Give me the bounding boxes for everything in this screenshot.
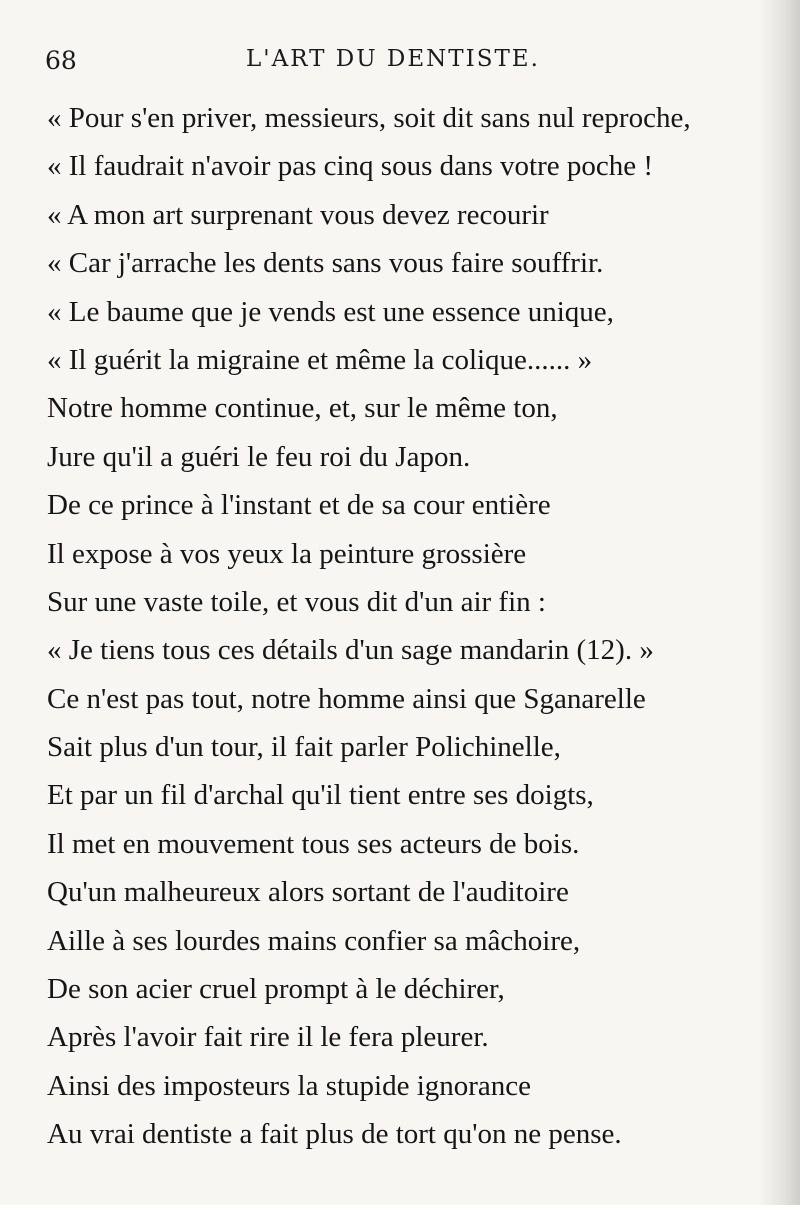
verse-line: Sait plus d'un tour, il fait parler Polichinelle,: [47, 731, 561, 764]
verse-line: De ce prince à l'instant et de sa cour entière: [47, 489, 551, 522]
running-title: L'ART DU DENTISTE.: [246, 46, 540, 72]
verse-line: Ainsi des imposteurs la stupide ignorance: [47, 1069, 532, 1102]
verse-line: Il met en mouvement tous ses acteurs de bois.: [47, 827, 580, 860]
running-head: [45, 42, 745, 78]
verse-line: Et par un fil d'archal qu'il tient entre ses doigts,: [47, 779, 594, 812]
verse-line: « Je tiens tous ces détails d'un sage mandarin (12). »: [47, 634, 654, 667]
verse-line: Jure qu'il a guéri le feu roi du Japon.: [47, 440, 471, 473]
verse-line: Il expose à vos yeux la peinture grossière: [47, 537, 527, 570]
verse-line: « Le baume que je vends est une essence unique,: [47, 295, 614, 328]
verse-line: « A mon art surprenant vous devez recourir: [47, 198, 549, 231]
verse-line: Sur une vaste toile, et vous dit d'un air fin :: [47, 585, 546, 618]
verse-line: « Il guérit la migraine et même la colique...... »: [47, 343, 593, 376]
verse-line: De son acier cruel prompt à le déchirer,: [47, 973, 505, 1006]
verse-line: Au vrai dentiste a fait plus de tort qu'on ne pense.: [47, 1118, 622, 1151]
verse-line: Aille à ses lourdes mains confier sa mâchoire,: [47, 924, 581, 957]
verse-line: Après l'avoir fait rire il le fera pleurer.: [47, 1021, 489, 1054]
verse-line: Ce n'est pas tout, notre homme ainsi que Sganarelle: [47, 682, 646, 715]
page-number: 68: [45, 46, 77, 75]
verse-line: Qu'un malheureux alors sortant de l'auditoire: [47, 876, 569, 909]
verse-line: « Car j'arrache les dents sans vous faire souffrir.: [47, 247, 604, 280]
verse-line: « Pour s'en priver, messieurs, soit dit sans nul reproche,: [47, 102, 691, 134]
verse-line: Notre homme continue, et, sur le même ton,: [47, 392, 558, 425]
poem-text: [47, 94, 767, 1159]
verse-line: « Il faudrait n'avoir pas cinq sous dans votre poche !: [47, 150, 653, 183]
